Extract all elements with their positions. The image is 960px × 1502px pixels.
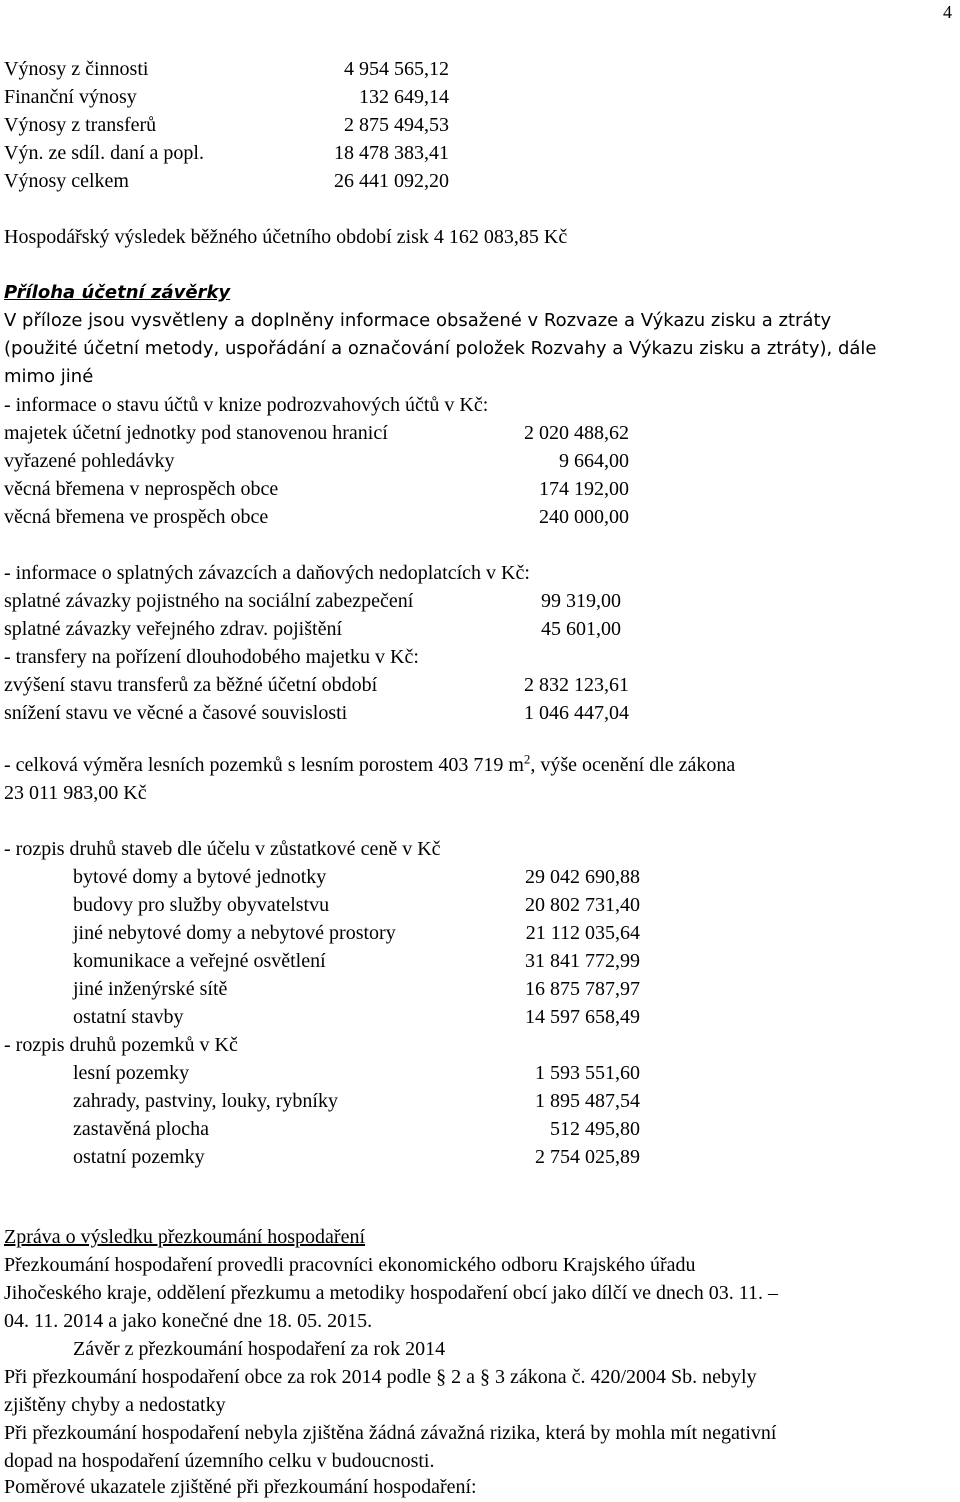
- land-label: zahrady, pastviny, louky, rybníky: [73, 1090, 338, 1112]
- revenue-value: 18 478 383,41: [334, 142, 449, 164]
- liability-label: splatné závazky pojistného na sociální zabezpečení: [4, 590, 414, 612]
- liability-value: 45 601,00: [541, 618, 621, 640]
- revenue-value: 132 649,14: [359, 86, 449, 108]
- land-label: ostatní pozemky: [73, 1146, 205, 1168]
- review-text: Přezkoumání hospodaření provedli pracovníci ekonomického odboru Krajského úřadu: [4, 1254, 696, 1276]
- building-label: bytové domy a bytové jednotky: [73, 866, 327, 888]
- revenue-label: Výn. ze sdíl. daní a popl.: [4, 142, 204, 164]
- page-number: 4: [943, 2, 952, 22]
- review-text: Poměrové ukazatele zjištěné při přezkoumání hospodaření:: [4, 1476, 477, 1498]
- land-value: 2 754 025,89: [535, 1146, 640, 1168]
- building-label: jiné nebytové domy a nebytové prostory: [73, 922, 396, 944]
- land-label: lesní pozemky: [73, 1062, 190, 1084]
- appendix-text: V příloze jsou vysvětleny a doplněny informace obsažené v Rozvaze a Výkazu zisku a ztráty: [4, 310, 832, 331]
- transfer-value: 1 046 447,04: [524, 702, 629, 724]
- building-label: jiné inženýrské sítě: [73, 978, 228, 1000]
- land-value: 512 495,80: [550, 1118, 640, 1140]
- revenue-label: Finanční výnosy: [4, 86, 137, 108]
- revenue-label: Výnosy z činnosti: [4, 58, 149, 80]
- offbalance-value: 174 192,00: [539, 478, 629, 500]
- building-value: 29 042 690,88: [525, 866, 640, 888]
- building-value: 21 112 035,64: [525, 922, 640, 944]
- building-value: 14 597 658,49: [525, 1006, 640, 1028]
- review-text: Jihočeského kraje, oddělení přezkumu a metodiky hospodaření obcí jako dílčí ve dnech 03. 11. –: [4, 1282, 779, 1304]
- result-line: Hospodářský výsledek běžného účetního období zisk 4 162 083,85 Kč: [4, 226, 568, 248]
- liabilities-title: - informace o splatných závazcích a daňových nedoplatcích v Kč:: [4, 562, 530, 584]
- review-text: Při přezkoumání hospodaření nebyla zjištěna žádná závažná rizika, která by mohla mít negativní: [4, 1422, 777, 1444]
- conclusion-title: Závěr z přezkoumání hospodaření za rok 2014: [73, 1338, 446, 1360]
- appendix-heading: Příloha účetní závěrky: [4, 282, 231, 303]
- appendix-text: mimo jiné: [4, 366, 94, 387]
- revenue-label: Výnosy z transferů: [4, 114, 157, 136]
- transfer-value: 2 832 123,61: [524, 674, 629, 696]
- transfer-label: zvýšení stavu transferů za běžné účetní období: [4, 674, 378, 696]
- offbalance-label: majetek účetní jednotky pod stanovenou hranicí: [4, 422, 388, 444]
- revenue-value: 2 875 494,53: [344, 114, 449, 136]
- offbalance-value: 9 664,00: [559, 450, 629, 472]
- review-text: zjištěny chyby a nedostatky: [4, 1394, 226, 1416]
- land-value: 1 895 487,54: [535, 1090, 640, 1112]
- review-text: Při přezkoumání hospodaření obce za rok 2014 podle § 2 a § 3 zákona č. 420/2004 Sb. nebyly: [4, 1366, 757, 1388]
- forest-text: - celková výměra lesních pozemků s lesním porostem 403 719 m: [4, 754, 524, 776]
- forest-text-b: , výše ocenění dle zákona: [530, 754, 736, 776]
- building-value: 20 802 731,40: [525, 894, 640, 916]
- forest-value: 23 011 983,00 Kč: [4, 782, 147, 804]
- liability-value: 99 319,00: [541, 590, 621, 612]
- offbalance-value: 2 020 488,62: [524, 422, 629, 444]
- revenue-value: 4 954 565,12: [344, 58, 449, 80]
- forest-line: [4, 752, 735, 778]
- appendix-text: (použité účetní metody, uspořádání a označování položek Rozvahy a Výkazu zisku a ztráty), dále: [4, 338, 877, 359]
- liability-label: splatné závazky veřejného zdrav. pojištění: [4, 618, 343, 640]
- land-label: zastavěná plocha: [73, 1118, 210, 1140]
- offbalance-title: - informace o stavu účtů v knize podrozvahových účtů v Kč:: [4, 394, 489, 416]
- transfers-title: - transfery na pořízení dlouhodobého majetku v Kč:: [4, 646, 419, 668]
- building-value: 31 841 772,99: [525, 950, 640, 972]
- building-label: budovy pro služby obyvatelstvu: [73, 894, 330, 916]
- lands-title: - rozpis druhů pozemků v Kč: [4, 1034, 238, 1056]
- land-value: 1 593 551,60: [535, 1062, 640, 1084]
- offbalance-value: 240 000,00: [539, 506, 629, 528]
- offbalance-label: věcná břemena v neprospěch obce: [4, 478, 279, 500]
- revenue-total-value: 26 441 092,20: [334, 170, 449, 192]
- review-heading: Zpráva o výsledku přezkoumání hospodaření: [4, 1226, 366, 1248]
- forest-sup: 2: [523, 751, 531, 767]
- building-value: 16 875 787,97: [525, 978, 640, 1000]
- review-text: 04. 11. 2014 a jako konečné dne 18. 05. 2015.: [4, 1310, 373, 1332]
- buildings-title: - rozpis druhů staveb dle účelu v zůstatkové ceně v Kč: [4, 838, 441, 860]
- transfer-label: snížení stavu ve věcné a časové souvislosti: [4, 702, 348, 724]
- building-label: komunikace a veřejné osvětlení: [73, 950, 326, 972]
- offbalance-label: vyřazené pohledávky: [4, 450, 175, 472]
- building-label: ostatní stavby: [73, 1006, 184, 1028]
- review-text: dopad na hospodaření územního celku v budoucnosti.: [4, 1450, 435, 1472]
- revenue-total-label: Výnosy celkem: [4, 170, 129, 192]
- offbalance-label: věcná břemena ve prospěch obce: [4, 506, 269, 528]
